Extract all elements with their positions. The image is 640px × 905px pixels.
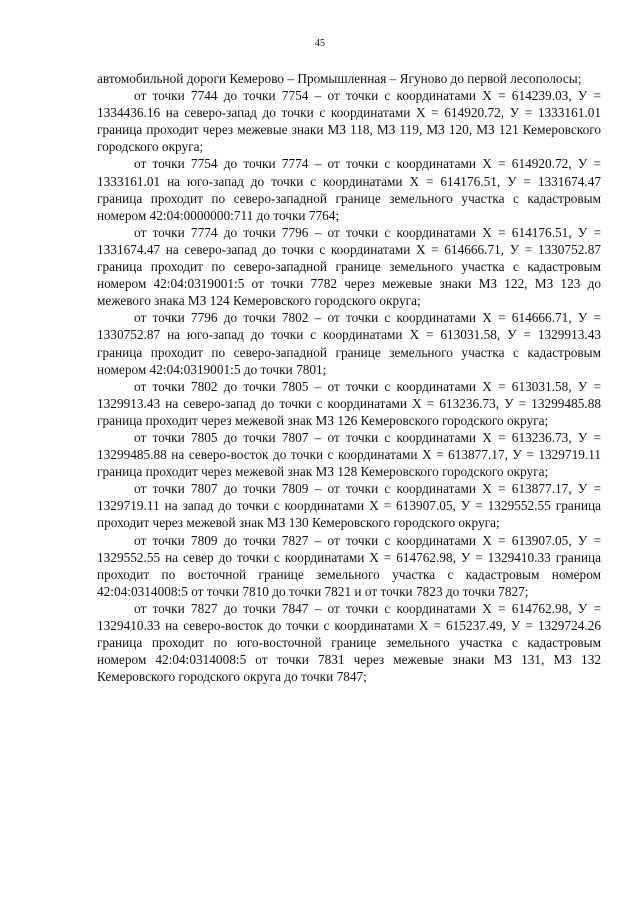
paragraph-segment-7809-7827: от точки 7809 до точки 7827 – от точки с координатами Х = 613907.05, У = 1329552.55 на север до точки с координатами Х = 614762.98, У = 1329410.33 граница проходит по восточной границе земельного участка с кадастровым номером 42:04:0314008:5 от точки 7810 до точки 7821 и от точки 7823 до точки 7827; [97,532,601,599]
paragraph-segment-7774-7796: от точки 7774 до точки 7796 – от точки с координатами Х = 614176.51, У = 1331674.47 на северо-запад до точки с координатами Х = 614666.71, У = 1330752.87 граница проходит по северо-западной границе земельного участка с кадастровым номером 42:04:0319001:5 от точки 7782 через межевые знаки МЗ 122, МЗ 123 до межевого знака МЗ 124 Кемеровского городского округа; [97,224,601,309]
paragraph-segment-7744-7754: от точки 7744 до точки 7754 – от точки с координатами Х = 614239.03, У = 1334436.16 на северо-запад до точки с координатами Х = 614920.72, У = 1333161.01 граница проходит через межевые знаки МЗ 118, МЗ 119, МЗ 120, МЗ 121 Кемеровского городского округа; [97,88,601,155]
paragraph-segment-7827-7847: от точки 7827 до точки 7847 – от точки с координатами Х = 614762.98, У = 1329410.33 на северо-восток до точки с координатами Х = 615237.49, У = 1329724.26 граница проходит по юго-восточной границе земельного участка с кадастровым номером 42:04:0314008:5 от точки 7831 через межевые знаки МЗ 131, МЗ 132 Кемеровского городского округа до точки 7847; [97,600,601,685]
paragraph-segment-7807-7809: от точки 7807 до точки 7809 – от точки с координатами Х = 613877.17, У = 1329719.11 на запад до точки с координатами Х = 613907.05, У = 1329552.55 граница проходит через межевой знак МЗ 130 Кемеровского городского округа; [97,481,601,531]
document-body [97,70,601,685]
paragraph-segment-7802-7805: от точки 7802 до точки 7805 – от точки с координатами Х = 613031.58, У = 1329913.43 на северо-запад до точки с координатами Х = 613236.73, У = 13299485.88 граница проходит через межевой знак МЗ 126 Кемеровского городского округа; [97,378,601,428]
page-number: 45 [315,38,325,49]
paragraph-continuation: автомобильной дороги Кемерово – Промышленная – Ягуново до первой лесополосы; [97,71,582,86]
paragraph-segment-7754-7774: от точки 7754 до точки 7774 – от точки с координатами Х = 614920.72, У = 1333161.01 на юго-запад до точки с координатами Х = 614176.51, У = 1331674.47 граница проходит по северо-западной границе земельного участка с кадастровым номером 42:04:0000000:711 до точки 7764; [97,156,601,223]
paragraph-segment-7805-7807: от точки 7805 до точки 7807 – от точки с координатами Х = 613236.73, У = 13299485.88 на северо-восток до точки с координатами Х = 613877.17, У = 1329719.11 граница проходит через межевой знак МЗ 128 Кемеровского городского округа; [97,429,601,480]
paragraph-segment-7796-7802: от точки 7796 до точки 7802 – от точки с координатами Х = 614666.71, У = 1330752.87 на юго-запад до точки с координатами Х = 613031.58, У = 1329913.43 граница проходит по северо-западной границе земельного участка с кадастровым номером 42:04:0319001:5 до точки 7801; [97,310,601,377]
